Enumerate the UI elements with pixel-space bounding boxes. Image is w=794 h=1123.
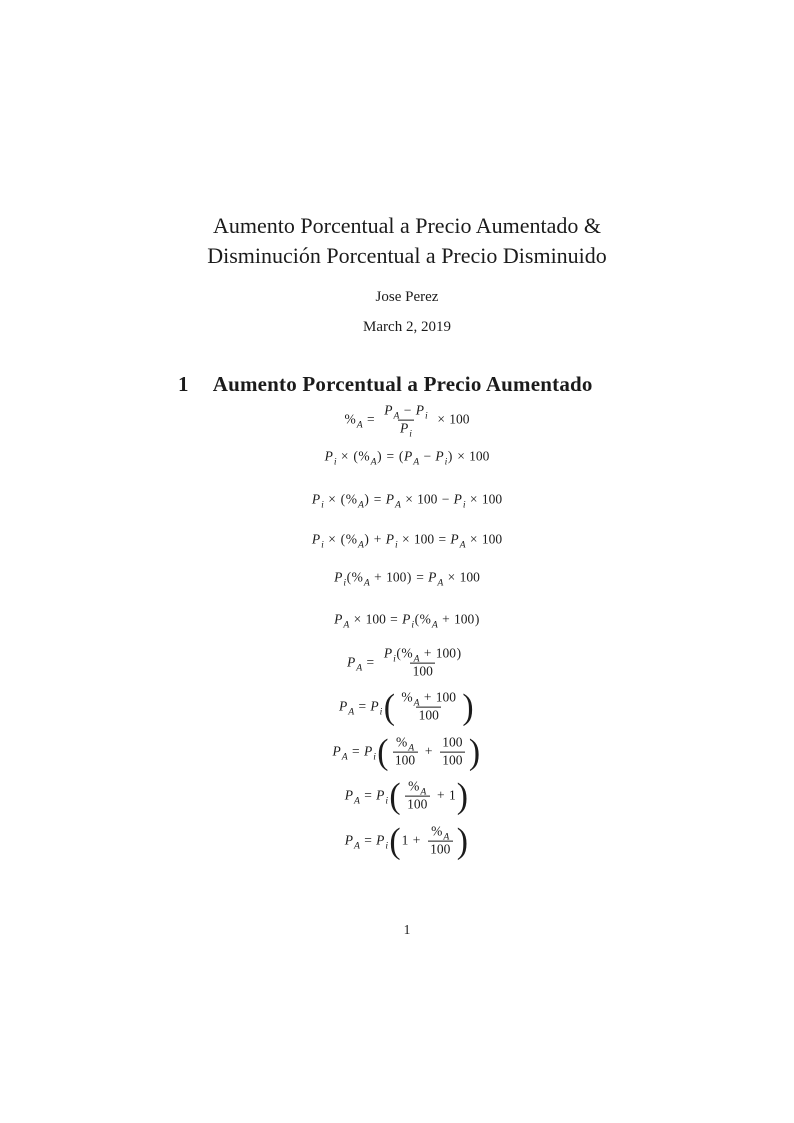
math-base: % bbox=[358, 448, 370, 464]
math-paren-group bbox=[377, 731, 481, 772]
math-numerator bbox=[381, 646, 464, 663]
math-subscript: A bbox=[413, 697, 420, 709]
math-numerator bbox=[440, 735, 465, 752]
equation-row bbox=[20, 646, 794, 681]
math-base: 100 bbox=[412, 663, 433, 679]
math-numerator bbox=[399, 690, 459, 707]
math-subscript: A bbox=[363, 577, 370, 589]
math-symbol bbox=[435, 449, 447, 466]
math-subscript: i bbox=[394, 539, 398, 551]
math-base: 100 bbox=[365, 611, 386, 627]
math-base: P bbox=[385, 491, 394, 507]
math-operator: − bbox=[423, 448, 432, 464]
math-delimiter: ( bbox=[398, 448, 404, 464]
equation-row bbox=[20, 570, 794, 587]
math-base: 100 bbox=[481, 531, 503, 547]
math-base: P bbox=[435, 448, 444, 464]
math-symbol bbox=[384, 646, 396, 663]
math-subscript: A bbox=[413, 653, 420, 665]
math-symbol bbox=[325, 449, 337, 466]
math-symbol bbox=[454, 492, 466, 509]
math-base: 100 bbox=[430, 841, 451, 857]
math-paren-group bbox=[389, 820, 468, 861]
math-number bbox=[358, 449, 376, 466]
math-fraction bbox=[428, 824, 453, 859]
math-symbol bbox=[334, 570, 346, 587]
math-subscript: A bbox=[356, 419, 363, 431]
math-denominator bbox=[440, 752, 465, 770]
math-fraction bbox=[382, 403, 430, 438]
math-subscript: i bbox=[321, 539, 324, 551]
math-base: P bbox=[334, 611, 343, 627]
math-symbol bbox=[345, 788, 360, 805]
math-base: 100 bbox=[469, 448, 490, 464]
equation-row bbox=[20, 449, 794, 466]
math-base: 100 bbox=[435, 645, 457, 661]
document-title bbox=[20, 211, 794, 271]
math-operator: × bbox=[340, 448, 349, 464]
math-delimiter: ( bbox=[353, 448, 358, 464]
math-base: P bbox=[402, 611, 411, 627]
math-number bbox=[436, 646, 456, 663]
math-subscript: i bbox=[343, 577, 347, 589]
page-number: 1 bbox=[403, 922, 411, 937]
math-symbol bbox=[428, 570, 443, 587]
math-subscript: i bbox=[424, 410, 428, 422]
math-symbol bbox=[312, 532, 324, 549]
math-symbol bbox=[400, 421, 412, 438]
math-subscript: i bbox=[385, 795, 389, 807]
math-subscript: A bbox=[408, 742, 415, 754]
math-number bbox=[352, 570, 370, 587]
math-base: 100 bbox=[407, 796, 428, 812]
math-base: P bbox=[347, 654, 356, 670]
math-symbol bbox=[384, 403, 399, 420]
math-delimiter: ( bbox=[414, 611, 420, 627]
math-base: P bbox=[403, 448, 413, 464]
equation-row bbox=[20, 775, 794, 816]
math-number bbox=[442, 753, 462, 770]
left-paren: ( bbox=[377, 731, 389, 772]
math-denominator bbox=[416, 707, 441, 725]
math-number bbox=[460, 570, 480, 587]
math-paren-content bbox=[395, 690, 462, 725]
math-base: % bbox=[408, 778, 420, 794]
section-title: Aumento Porcentual a Precio Aumentado bbox=[212, 372, 593, 396]
math-operator: × bbox=[447, 569, 456, 585]
math-symbol bbox=[333, 744, 348, 761]
math-number bbox=[407, 797, 427, 814]
math-base: % bbox=[351, 569, 363, 585]
math-base: P bbox=[332, 743, 341, 759]
math-delimiter: ( bbox=[346, 569, 352, 585]
math-base: 100 bbox=[418, 707, 439, 723]
math-subscript: A bbox=[357, 539, 364, 551]
math-base: P bbox=[324, 448, 333, 464]
math-subscript: A bbox=[394, 499, 401, 511]
math-base: P bbox=[363, 743, 373, 759]
math-operator: = bbox=[416, 569, 424, 585]
math-base: P bbox=[453, 491, 462, 507]
math-subscript: A bbox=[413, 456, 420, 468]
math-fraction bbox=[405, 779, 430, 814]
math-denominator bbox=[405, 796, 430, 814]
math-number bbox=[482, 532, 502, 549]
math-subscript: i bbox=[385, 840, 389, 852]
math-symbol bbox=[370, 699, 382, 716]
math-subscript: A bbox=[357, 499, 364, 511]
math-operator: × bbox=[401, 531, 410, 547]
math-number bbox=[449, 788, 456, 805]
math-number bbox=[395, 753, 415, 770]
math-operator: × bbox=[328, 531, 336, 547]
math-base: % bbox=[345, 531, 357, 547]
math-number bbox=[420, 612, 438, 629]
math-base: P bbox=[338, 698, 348, 714]
math-base: P bbox=[385, 531, 394, 547]
math-subscript: A bbox=[356, 662, 363, 674]
math-subscript: i bbox=[462, 499, 466, 511]
math-numerator bbox=[382, 403, 430, 420]
math-delimiter: ( bbox=[396, 645, 401, 661]
math-numerator bbox=[394, 735, 417, 752]
math-base: 100 bbox=[394, 752, 416, 768]
math-operator: = bbox=[366, 411, 375, 427]
math-number bbox=[417, 492, 437, 509]
math-operator: = bbox=[373, 491, 382, 507]
math-base: 100 bbox=[449, 411, 470, 427]
math-operator: + bbox=[412, 832, 421, 848]
math-delimiter: ) bbox=[456, 645, 462, 661]
equation-row bbox=[20, 686, 794, 727]
math-delimiter: ) bbox=[377, 448, 382, 464]
math-base: P bbox=[376, 787, 385, 803]
math-subscript: A bbox=[459, 539, 466, 551]
left-paren: ( bbox=[383, 686, 395, 727]
equation-row bbox=[20, 532, 794, 549]
document-date: March 2, 2019 bbox=[363, 319, 451, 335]
math-number bbox=[346, 492, 364, 509]
math-number bbox=[419, 708, 439, 725]
math-operator: + bbox=[423, 689, 432, 705]
math-operator: × bbox=[405, 491, 413, 507]
math-number bbox=[482, 492, 502, 509]
right-paren: ) bbox=[456, 820, 468, 861]
math-numerator bbox=[406, 779, 429, 796]
math-number bbox=[414, 532, 434, 549]
equation-row bbox=[20, 612, 794, 629]
math-operator: × bbox=[353, 611, 362, 627]
math-base: % bbox=[344, 411, 356, 427]
math-operator: + bbox=[373, 531, 382, 547]
math-symbol bbox=[450, 532, 465, 549]
math-base: P bbox=[311, 491, 321, 507]
math-subscript: i bbox=[411, 619, 415, 631]
math-symbol bbox=[334, 612, 349, 629]
math-paren-content bbox=[401, 824, 457, 859]
math-delimiter: ) bbox=[364, 491, 369, 507]
math-base: P bbox=[428, 569, 437, 585]
math-paren-group bbox=[383, 686, 474, 727]
math-delimiter: ) bbox=[447, 448, 453, 464]
math-operator: = bbox=[352, 743, 360, 759]
math-operator: × bbox=[328, 491, 336, 507]
math-subscript: A bbox=[431, 619, 438, 631]
math-symbol bbox=[345, 833, 360, 850]
math-number bbox=[431, 824, 449, 841]
math-subscript: i bbox=[373, 751, 376, 763]
math-base: P bbox=[334, 569, 343, 585]
math-operator: = bbox=[390, 611, 398, 627]
math-base: % bbox=[401, 689, 413, 705]
math-delimiter: ) bbox=[364, 531, 369, 547]
math-fraction bbox=[381, 646, 464, 681]
math-paren-content bbox=[401, 779, 457, 814]
math-base: 100 bbox=[386, 569, 407, 585]
math-base: P bbox=[450, 531, 459, 547]
math-number bbox=[402, 833, 409, 850]
equation-row bbox=[20, 492, 794, 509]
math-base: P bbox=[415, 402, 424, 418]
math-delimiter: ) bbox=[474, 611, 480, 627]
math-operator: = bbox=[358, 698, 367, 714]
math-subscript: i bbox=[393, 653, 396, 665]
math-subscript: i bbox=[333, 456, 337, 468]
math-delimiter: ( bbox=[340, 531, 346, 547]
equation-row bbox=[20, 731, 794, 772]
math-base: 1 bbox=[401, 832, 409, 848]
math-denominator bbox=[393, 752, 418, 770]
math-operator: − bbox=[441, 491, 450, 507]
math-subscript: A bbox=[348, 706, 355, 718]
math-subscript: A bbox=[341, 751, 348, 763]
math-operator: + bbox=[374, 569, 382, 585]
math-symbol bbox=[416, 403, 428, 420]
math-delimiter: ( bbox=[340, 491, 346, 507]
math-denominator bbox=[428, 841, 453, 859]
math-symbol bbox=[339, 699, 354, 716]
math-number bbox=[408, 779, 426, 796]
math-number bbox=[449, 412, 469, 429]
math-symbol bbox=[386, 532, 398, 549]
math-operator: + bbox=[424, 743, 433, 759]
math-operator: = bbox=[386, 448, 395, 464]
math-base: 100 bbox=[459, 569, 480, 585]
math-base: P bbox=[311, 531, 321, 547]
math-base: P bbox=[399, 420, 409, 436]
math-denominator bbox=[410, 663, 435, 681]
math-operator: = bbox=[438, 531, 447, 547]
math-subscript: A bbox=[420, 786, 427, 798]
math-base: 1 bbox=[448, 787, 456, 803]
right-paren: ) bbox=[462, 686, 474, 727]
equation-row bbox=[20, 403, 794, 438]
math-base: % bbox=[431, 823, 443, 839]
math-symbol bbox=[347, 655, 362, 672]
math-number bbox=[469, 449, 489, 466]
math-operator: = bbox=[364, 832, 372, 848]
math-symbol bbox=[376, 833, 388, 850]
math-base: P bbox=[384, 402, 393, 418]
math-fraction bbox=[399, 690, 459, 725]
math-number bbox=[344, 412, 362, 429]
left-paren: ( bbox=[389, 820, 401, 861]
math-symbol bbox=[376, 788, 388, 805]
math-symbol bbox=[312, 492, 324, 509]
math-base: % bbox=[401, 645, 413, 661]
math-paren-group bbox=[389, 775, 468, 816]
math-numerator bbox=[429, 824, 452, 841]
document-title-line1: Aumento Porcentual a Precio Aumentado & bbox=[213, 213, 601, 238]
math-denominator bbox=[398, 420, 415, 438]
math-paren-content bbox=[389, 735, 469, 770]
math-symbol bbox=[402, 612, 414, 629]
math-base: 100 bbox=[442, 752, 463, 768]
math-base: 100 bbox=[442, 734, 463, 750]
math-number bbox=[401, 690, 419, 707]
math-symbol bbox=[404, 449, 419, 466]
math-subscript: i bbox=[321, 499, 324, 511]
math-subscript: i bbox=[444, 456, 448, 468]
document-title-line2: Disminución Porcentual a Precio Disminuido bbox=[207, 242, 607, 268]
left-paren: ( bbox=[389, 775, 401, 816]
math-subscript: i bbox=[379, 706, 383, 718]
math-operator: × bbox=[457, 448, 465, 464]
math-base: % bbox=[419, 611, 431, 627]
math-subscript: A bbox=[370, 456, 377, 468]
math-base: 100 bbox=[417, 491, 438, 507]
math-number bbox=[430, 842, 450, 859]
math-base: P bbox=[376, 832, 385, 848]
right-paren: ) bbox=[456, 775, 468, 816]
math-base: 100 bbox=[413, 531, 435, 547]
math-base: % bbox=[345, 491, 357, 507]
math-number bbox=[442, 735, 462, 752]
author-name: Jose Perez bbox=[375, 289, 439, 305]
math-base: P bbox=[370, 698, 379, 714]
math-base: P bbox=[344, 787, 353, 803]
math-subscript: A bbox=[353, 840, 360, 852]
math-subscript: A bbox=[437, 577, 444, 589]
math-operator: × bbox=[469, 531, 478, 547]
math-fraction bbox=[393, 735, 418, 770]
math-operator: − bbox=[403, 402, 412, 418]
math-operator: + bbox=[423, 645, 432, 661]
math-symbol bbox=[386, 492, 401, 509]
math-delimiter: ) bbox=[406, 569, 412, 585]
equation-row bbox=[20, 820, 794, 861]
math-symbol bbox=[364, 744, 376, 761]
math-number bbox=[366, 612, 386, 629]
math-number bbox=[436, 690, 456, 707]
math-number bbox=[454, 612, 474, 629]
math-operator: = bbox=[366, 654, 375, 670]
section-heading bbox=[178, 372, 593, 397]
math-subscript: A bbox=[443, 831, 450, 843]
right-paren: ) bbox=[468, 731, 481, 772]
math-number bbox=[386, 570, 406, 587]
math-fraction bbox=[440, 735, 465, 770]
math-subscript: i bbox=[409, 428, 412, 440]
math-operator: × bbox=[437, 411, 445, 427]
section-number: 1 bbox=[178, 372, 189, 396]
math-base: P bbox=[344, 832, 353, 848]
math-base: 100 bbox=[435, 689, 457, 705]
math-subscript: A bbox=[393, 410, 400, 422]
math-number bbox=[396, 735, 414, 752]
math-number bbox=[413, 664, 433, 681]
math-subscript: A bbox=[343, 619, 350, 631]
math-base: P bbox=[383, 645, 393, 661]
math-base: 100 bbox=[481, 491, 503, 507]
math-base: 100 bbox=[454, 611, 475, 627]
math-number bbox=[401, 646, 419, 663]
math-number bbox=[346, 532, 364, 549]
math-subscript: A bbox=[353, 795, 360, 807]
math-operator: + bbox=[437, 787, 445, 803]
math-operator: × bbox=[469, 491, 478, 507]
math-operator: = bbox=[364, 787, 372, 803]
math-base: % bbox=[395, 734, 408, 750]
math-operator: + bbox=[442, 611, 450, 627]
